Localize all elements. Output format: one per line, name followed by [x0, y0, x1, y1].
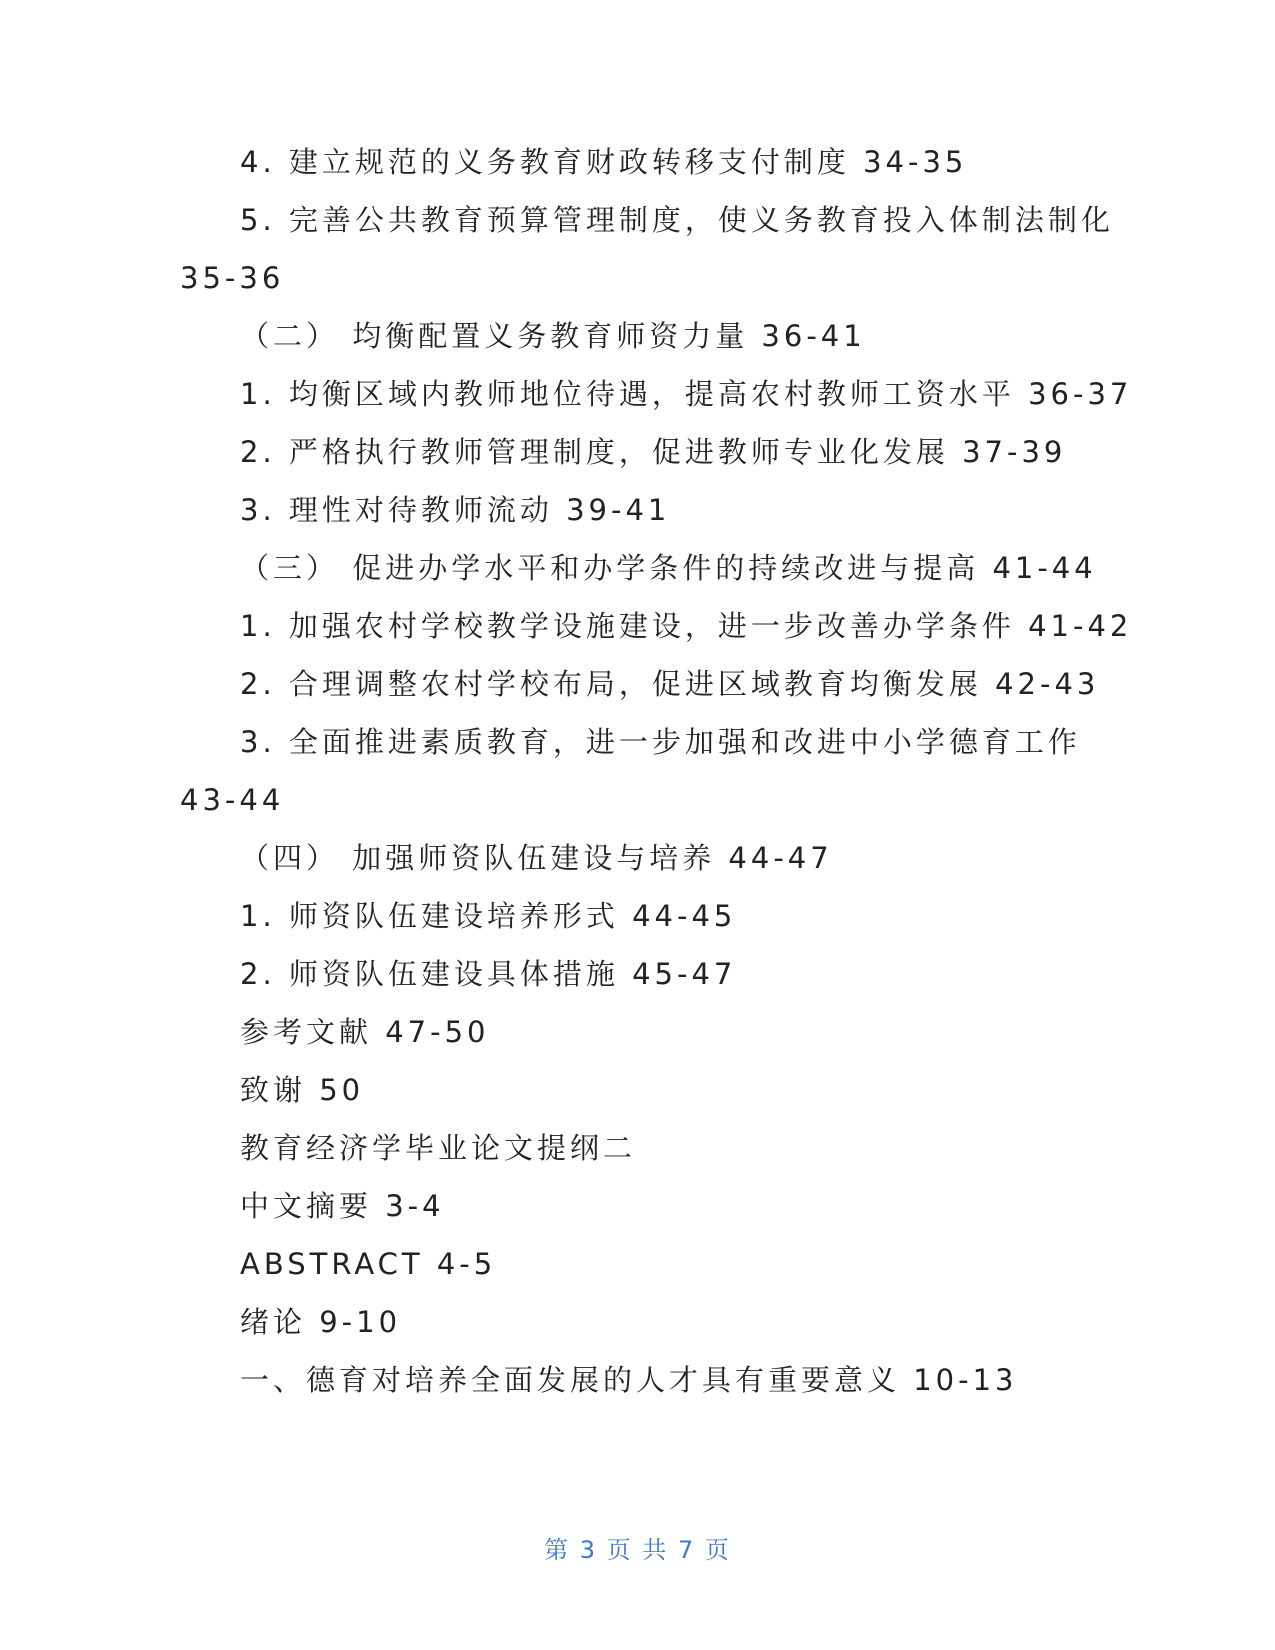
page-footer: 第 3 页 共 7 页 — [544, 1536, 731, 1564]
toc-line-1: 4. 建立规范的义务教育财政转移支付制度 34-35 — [240, 145, 968, 179]
toc-line-5: 1. 均衡区域内教师地位待遇，提高农村教师工资水平 36-37 — [240, 377, 1133, 411]
toc-line-13: （四） 加强师资队伍建设与培养 44-47 — [240, 841, 833, 875]
toc-line-20: ABSTRACT 4-5 — [240, 1247, 497, 1281]
toc-line-9: 1. 加强农村学校教学设施建设，进一步改善办学条件 41-42 — [240, 609, 1133, 643]
toc-line-3: 35-36 — [180, 261, 285, 295]
toc-line-16: 参考文献 47-50 — [240, 1015, 490, 1049]
toc-line-8: （三） 促进办学水平和办学条件的持续改进与提高 41-44 — [240, 551, 1097, 585]
toc-line-17: 致谢 50 — [240, 1073, 365, 1107]
toc-line-19: 中文摘要 3-4 — [240, 1189, 445, 1223]
toc-line-7: 3. 理性对待教师流动 39-41 — [240, 493, 671, 527]
toc-line-10: 2. 合理调整农村学校布局，促进区域教育均衡发展 42-43 — [240, 667, 1100, 701]
toc-line-18: 教育经济学毕业论文提纲二 — [240, 1131, 637, 1165]
toc-line-15: 2. 师资队伍建设具体措施 45-47 — [240, 957, 737, 991]
toc-line-6: 2. 严格执行教师管理制度，促进教师专业化发展 37-39 — [240, 435, 1067, 469]
toc-line-22: 一、德育对培养全面发展的人才具有重要意义 10-13 — [240, 1363, 1018, 1397]
toc-line-2: 5. 完善公共教育预算管理制度，使义务教育投入体制法制化 — [240, 203, 1114, 237]
toc-line-11: 3. 全面推进素质教育，进一步加强和改进中小学德育工作 — [240, 725, 1081, 759]
toc-line-21: 绪论 9-10 — [240, 1305, 402, 1339]
toc-line-12: 43-44 — [180, 783, 285, 817]
toc-line-4: （二） 均衡配置义务教育师资力量 36-41 — [240, 319, 866, 353]
toc-line-14: 1. 师资队伍建设培养形式 44-45 — [240, 899, 737, 933]
